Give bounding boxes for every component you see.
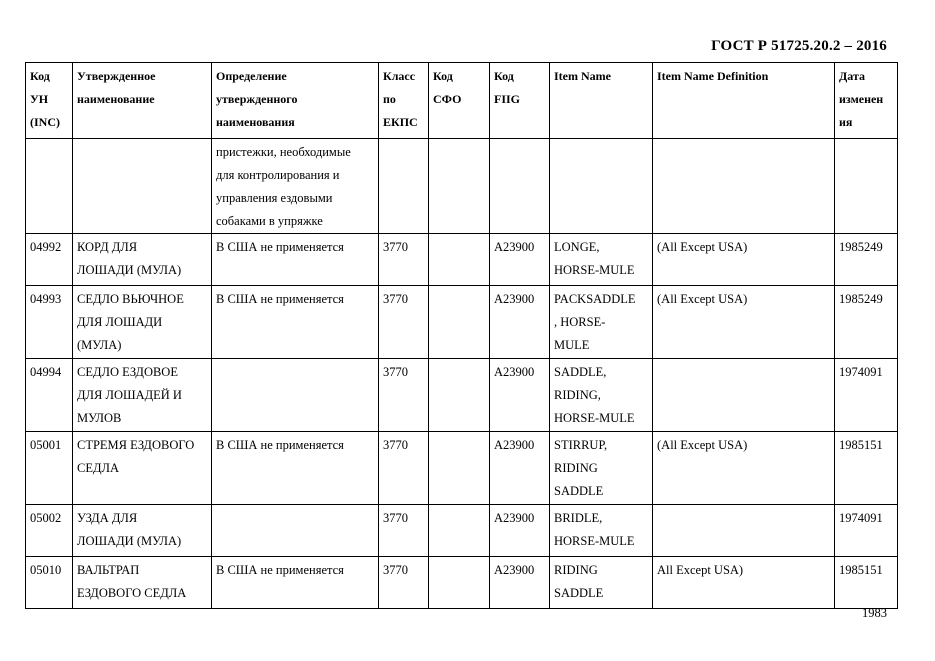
header-line: FIIG — [494, 92, 521, 106]
header-line: Дата — [839, 69, 865, 83]
cell-text: СЕДЛО ЕЗДОВОЕ — [77, 365, 178, 379]
sfo-code-cell — [429, 234, 490, 286]
cell-text: 3770 — [383, 438, 408, 452]
cell-text: 3770 — [383, 365, 408, 379]
header-line: (INC) — [30, 115, 60, 129]
fsc-class-cell — [379, 432, 429, 505]
item-name-definition-cell — [653, 286, 835, 359]
cell-text: 05010 — [30, 563, 62, 577]
fiig-code-cell — [490, 557, 550, 609]
header-change-date — [835, 63, 898, 139]
table-row — [26, 139, 898, 234]
cell-text: PACKSADDLE — [554, 292, 636, 306]
inc-cell — [26, 286, 73, 359]
cell-text: 3770 — [383, 240, 408, 254]
definition-cell — [212, 286, 379, 359]
fiig-code-cell — [490, 139, 550, 234]
item-name-definition-cell — [653, 557, 835, 609]
cell-text: (All Except USA) — [657, 438, 748, 452]
header-approved-name — [73, 63, 212, 139]
cell-text: LONGE, — [554, 240, 600, 254]
definition-cell — [212, 139, 379, 234]
cell-text: MULE — [554, 338, 590, 352]
change-date-cell — [835, 505, 898, 557]
fsc-class-cell — [379, 234, 429, 286]
header-line: УН — [30, 92, 49, 106]
header-definition — [212, 63, 379, 139]
table-row — [26, 505, 898, 557]
inc-cell — [26, 359, 73, 432]
header-line: наименования — [216, 115, 295, 129]
fiig-code-cell — [490, 286, 550, 359]
cell-text: 05001 — [30, 438, 62, 452]
cell-text: СТРЕМЯ ЕЗДОВОГО — [77, 438, 195, 452]
cell-text: 1985249 — [839, 240, 883, 254]
cell-text: 04993 — [30, 292, 62, 306]
item-name-cell — [550, 234, 653, 286]
cell-text: A23900 — [494, 563, 535, 577]
table-header-row — [26, 63, 898, 139]
item-name-definition-cell — [653, 359, 835, 432]
change-date-cell — [835, 286, 898, 359]
inc-cell — [26, 505, 73, 557]
cell-text: МУЛОВ — [77, 411, 122, 425]
item-name-cell — [550, 359, 653, 432]
approved-name-cell — [73, 359, 212, 432]
cell-text: 04992 — [30, 240, 62, 254]
cell-text: 1974091 — [839, 511, 883, 525]
sfo-code-cell — [429, 557, 490, 609]
cell-text: A23900 — [494, 365, 535, 379]
cell-text: SADDLE — [554, 586, 604, 600]
cell-text: для контролирования и — [216, 168, 340, 182]
header-line: Класс — [383, 69, 416, 83]
change-date-cell — [835, 234, 898, 286]
header-line: ия — [839, 115, 853, 129]
header-item-name — [550, 63, 653, 139]
cell-text: RIDING — [554, 563, 598, 577]
sfo-code-cell — [429, 505, 490, 557]
item-name-definition-cell — [653, 234, 835, 286]
cell-text: ЕЗДОВОГО СЕДЛА — [77, 586, 187, 600]
header-sfo-code — [429, 63, 490, 139]
approved-name-cell — [73, 234, 212, 286]
table-row — [26, 557, 898, 609]
header-line: наименование — [77, 92, 155, 106]
fiig-code-cell — [490, 432, 550, 505]
nomenclature-table — [25, 62, 898, 609]
cell-text: HORSE-MULE — [554, 263, 635, 277]
header-line: СФО — [433, 92, 462, 106]
cell-text: A23900 — [494, 240, 535, 254]
cell-text: ДЛЯ ЛОШАДИ — [77, 315, 163, 329]
change-date-cell — [835, 557, 898, 609]
approved-name-cell — [73, 432, 212, 505]
table-row — [26, 359, 898, 432]
approved-name-cell — [73, 505, 212, 557]
inc-cell — [26, 139, 73, 234]
cell-text: КОРД ДЛЯ — [77, 240, 138, 254]
cell-text: 3770 — [383, 292, 408, 306]
inc-cell — [26, 557, 73, 609]
cell-text: ЛОШАДИ (МУЛА) — [77, 263, 182, 277]
header-fsc-class — [379, 63, 429, 139]
cell-text: ЛОШАДИ (МУЛА) — [77, 534, 182, 548]
cell-text: СЕДЛА — [77, 461, 120, 475]
table-row — [26, 234, 898, 286]
cell-text: SADDLE, — [554, 365, 607, 379]
cell-text: В США не применяется — [216, 240, 344, 254]
table-row — [26, 286, 898, 359]
header-line: Код — [494, 69, 514, 83]
header-line: Код — [30, 69, 50, 83]
header-line: по — [383, 92, 396, 106]
cell-text: 1974091 — [839, 365, 883, 379]
header-line: Код — [433, 69, 453, 83]
item-name-cell — [550, 505, 653, 557]
cell-text: СЕДЛО ВЬЮЧНОЕ — [77, 292, 184, 306]
cell-text: 1985151 — [839, 438, 883, 452]
cell-text: УЗДА ДЛЯ — [77, 511, 138, 525]
definition-cell — [212, 505, 379, 557]
definition-cell — [212, 432, 379, 505]
cell-text: A23900 — [494, 292, 535, 306]
cell-text: собаками в упряжке — [216, 214, 323, 228]
fsc-class-cell — [379, 505, 429, 557]
fiig-code-cell — [490, 359, 550, 432]
sfo-code-cell — [429, 286, 490, 359]
cell-text: ДЛЯ ЛОШАДЕЙ И — [77, 388, 182, 402]
approved-name-cell — [73, 139, 212, 234]
cell-text: В США не применяется — [216, 563, 344, 577]
header-line: изменен — [839, 92, 884, 106]
document-header: ГОСТ Р 51725.20.2 – 2016 — [711, 38, 887, 54]
cell-text: 1985151 — [839, 563, 883, 577]
fiig-code-cell — [490, 234, 550, 286]
cell-text: 3770 — [383, 511, 408, 525]
cell-text: (All Except USA) — [657, 292, 748, 306]
header-line: Item Name Definition — [657, 69, 769, 83]
cell-text: A23900 — [494, 438, 535, 452]
approved-name-cell — [73, 286, 212, 359]
item-name-cell — [550, 139, 653, 234]
change-date-cell — [835, 359, 898, 432]
cell-text: управления ездовыми — [216, 191, 333, 205]
cell-text: STIRRUP, — [554, 438, 608, 452]
cell-text: BRIDLE, — [554, 511, 603, 525]
cell-text: A23900 — [494, 511, 535, 525]
item-name-definition-cell — [653, 432, 835, 505]
fiig-code-cell — [490, 505, 550, 557]
cell-text: 04994 — [30, 365, 62, 379]
item-name-definition-cell — [653, 505, 835, 557]
table-body — [26, 139, 898, 609]
item-name-cell — [550, 557, 653, 609]
table-row — [26, 432, 898, 505]
cell-text: 05002 — [30, 511, 62, 525]
cell-text: RIDING, — [554, 388, 601, 402]
sfo-code-cell — [429, 139, 490, 234]
cell-text: , HORSE- — [554, 315, 606, 329]
inc-cell — [26, 234, 73, 286]
header-item-name-definition — [653, 63, 835, 139]
header-line: Определение — [216, 69, 287, 83]
sfo-code-cell — [429, 359, 490, 432]
change-date-cell — [835, 139, 898, 234]
item-name-cell — [550, 286, 653, 359]
cell-text: RIDING — [554, 461, 598, 475]
cell-text: В США не применяется — [216, 292, 344, 306]
fsc-class-cell — [379, 359, 429, 432]
cell-text: 3770 — [383, 563, 408, 577]
cell-text: (All Except USA) — [657, 240, 748, 254]
cell-text: HORSE-MULE — [554, 534, 635, 548]
sfo-code-cell — [429, 432, 490, 505]
approved-name-cell — [73, 557, 212, 609]
definition-cell — [212, 234, 379, 286]
cell-text: ВАЛЬТРАП — [77, 563, 140, 577]
fsc-class-cell — [379, 557, 429, 609]
item-name-cell — [550, 432, 653, 505]
change-date-cell — [835, 432, 898, 505]
cell-text: HORSE-MULE — [554, 411, 635, 425]
header-line: утвержденного — [216, 92, 298, 106]
header-line: ЕКПС — [383, 115, 418, 129]
header-fiig-code — [490, 63, 550, 139]
definition-cell — [212, 557, 379, 609]
cell-text: пристежки, необходимые — [216, 145, 351, 159]
cell-text: В США не применяется — [216, 438, 344, 452]
definition-cell — [212, 359, 379, 432]
inc-cell — [26, 432, 73, 505]
page-number: 1983 — [862, 606, 887, 620]
header-line: Item Name — [554, 69, 611, 83]
cell-text: (МУЛА) — [77, 338, 122, 352]
fsc-class-cell — [379, 139, 429, 234]
item-name-definition-cell — [653, 139, 835, 234]
fsc-class-cell — [379, 286, 429, 359]
header-inc — [26, 63, 73, 139]
cell-text: All Except USA) — [657, 563, 744, 577]
cell-text: 1985249 — [839, 292, 883, 306]
header-line: Утвержденное — [77, 69, 156, 83]
cell-text: SADDLE — [554, 484, 604, 498]
